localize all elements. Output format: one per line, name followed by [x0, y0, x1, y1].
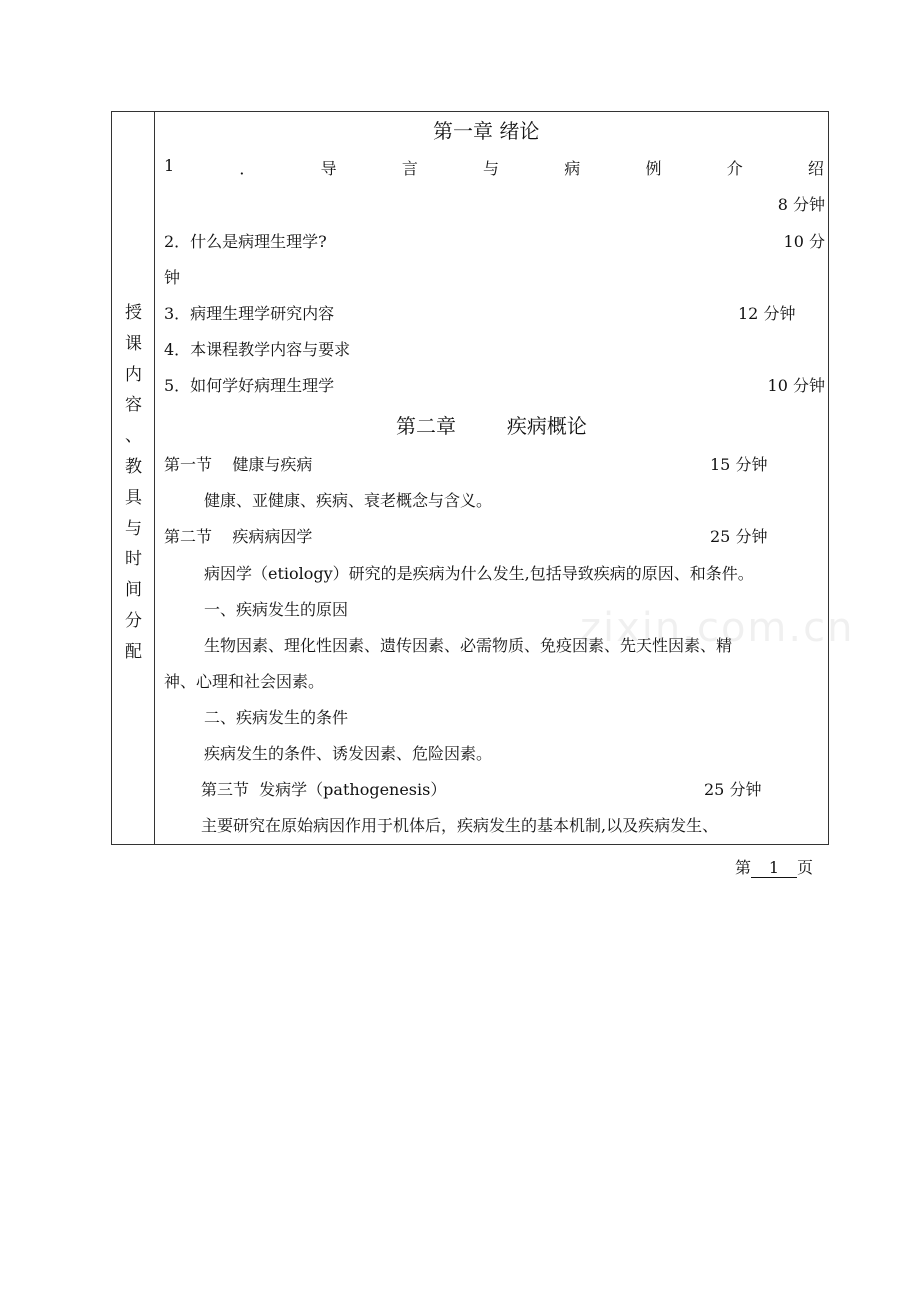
section2-sub2-heading: 二、疾病发生的条件: [204, 708, 349, 727]
section2-heading: 第二节 疾病病因学: [164, 527, 313, 546]
chapter1-item2-wrap: 钟: [164, 268, 181, 287]
section1-heading: 第一节 健康与疾病: [164, 455, 313, 474]
chapter1-item2-time: 10 分: [783, 232, 825, 251]
chapter1-title: 第一章 绪论: [433, 119, 540, 143]
section2-sub2-body: 疾病发生的条件、诱发因素、危险因素。: [204, 744, 493, 763]
item1-char: 言: [401, 159, 418, 178]
page-suffix: 页: [797, 858, 814, 877]
item1-char: 导: [320, 159, 337, 178]
chapter1-item2: 2．什么是病理生理学?: [164, 232, 327, 251]
content-table: [111, 111, 829, 845]
item1-char: ．: [239, 159, 256, 178]
chapter1-item5-time: 10 分钟: [767, 376, 825, 395]
chapter1-item1-line: [164, 156, 824, 179]
page-number: 1: [751, 859, 797, 878]
chapter2-title: 第二章 疾病概论: [396, 414, 587, 438]
section2-sub1-heading: 一、疾病发生的原因: [204, 600, 349, 619]
section3-body: 主要研究在原始病因作用于机体后，疾病发生的基本机制,以及疾病发生、: [201, 816, 719, 835]
section2-sub1-line2: 神、心理和社会因素。: [164, 672, 325, 691]
section3-time: 25 分钟: [704, 780, 762, 799]
item1-char: 绍: [807, 159, 824, 178]
page-prefix: 第: [735, 858, 752, 877]
item1-char: 与: [483, 159, 500, 178]
section1-body: 健康、亚健康、疾病、衰老概念与含义。: [204, 491, 493, 510]
section2-intro: 病因学（etiology）研究的是疾病为什么发生,包括导致疾病的原因、和条件。: [204, 564, 754, 583]
section2-sub1-line1: 生物因素、理化性因素、遗传因素、必需物质、免疫因素、先天性因素、精: [204, 636, 733, 655]
label-column: [112, 112, 155, 844]
chapter1-item3-time: 12 分钟: [738, 304, 796, 323]
section3-heading: 第三节 发病学（pathogenesis）: [201, 780, 447, 799]
chapter1-item3: 3．病理生理学研究内容: [164, 304, 335, 323]
side-label: 授 课 内 容 、 教 具 与 时 间 分 配: [125, 303, 142, 662]
item1-char: 病: [564, 159, 581, 178]
chapter1-item1-time: 8 分钟: [777, 195, 825, 214]
chapter1-item5: 5．如何学好病理生理学: [164, 376, 335, 395]
item1-char: 例: [645, 159, 662, 178]
chapter1-item4: 4．本课程教学内容与要求: [164, 340, 351, 359]
section1-time: 15 分钟: [710, 455, 768, 474]
watermark: zixin.com.cn: [580, 605, 855, 651]
item1-char: 1: [164, 156, 175, 175]
item1-char: 介: [726, 159, 743, 178]
section2-time: 25 分钟: [710, 527, 768, 546]
page-number-footer: [735, 855, 813, 878]
